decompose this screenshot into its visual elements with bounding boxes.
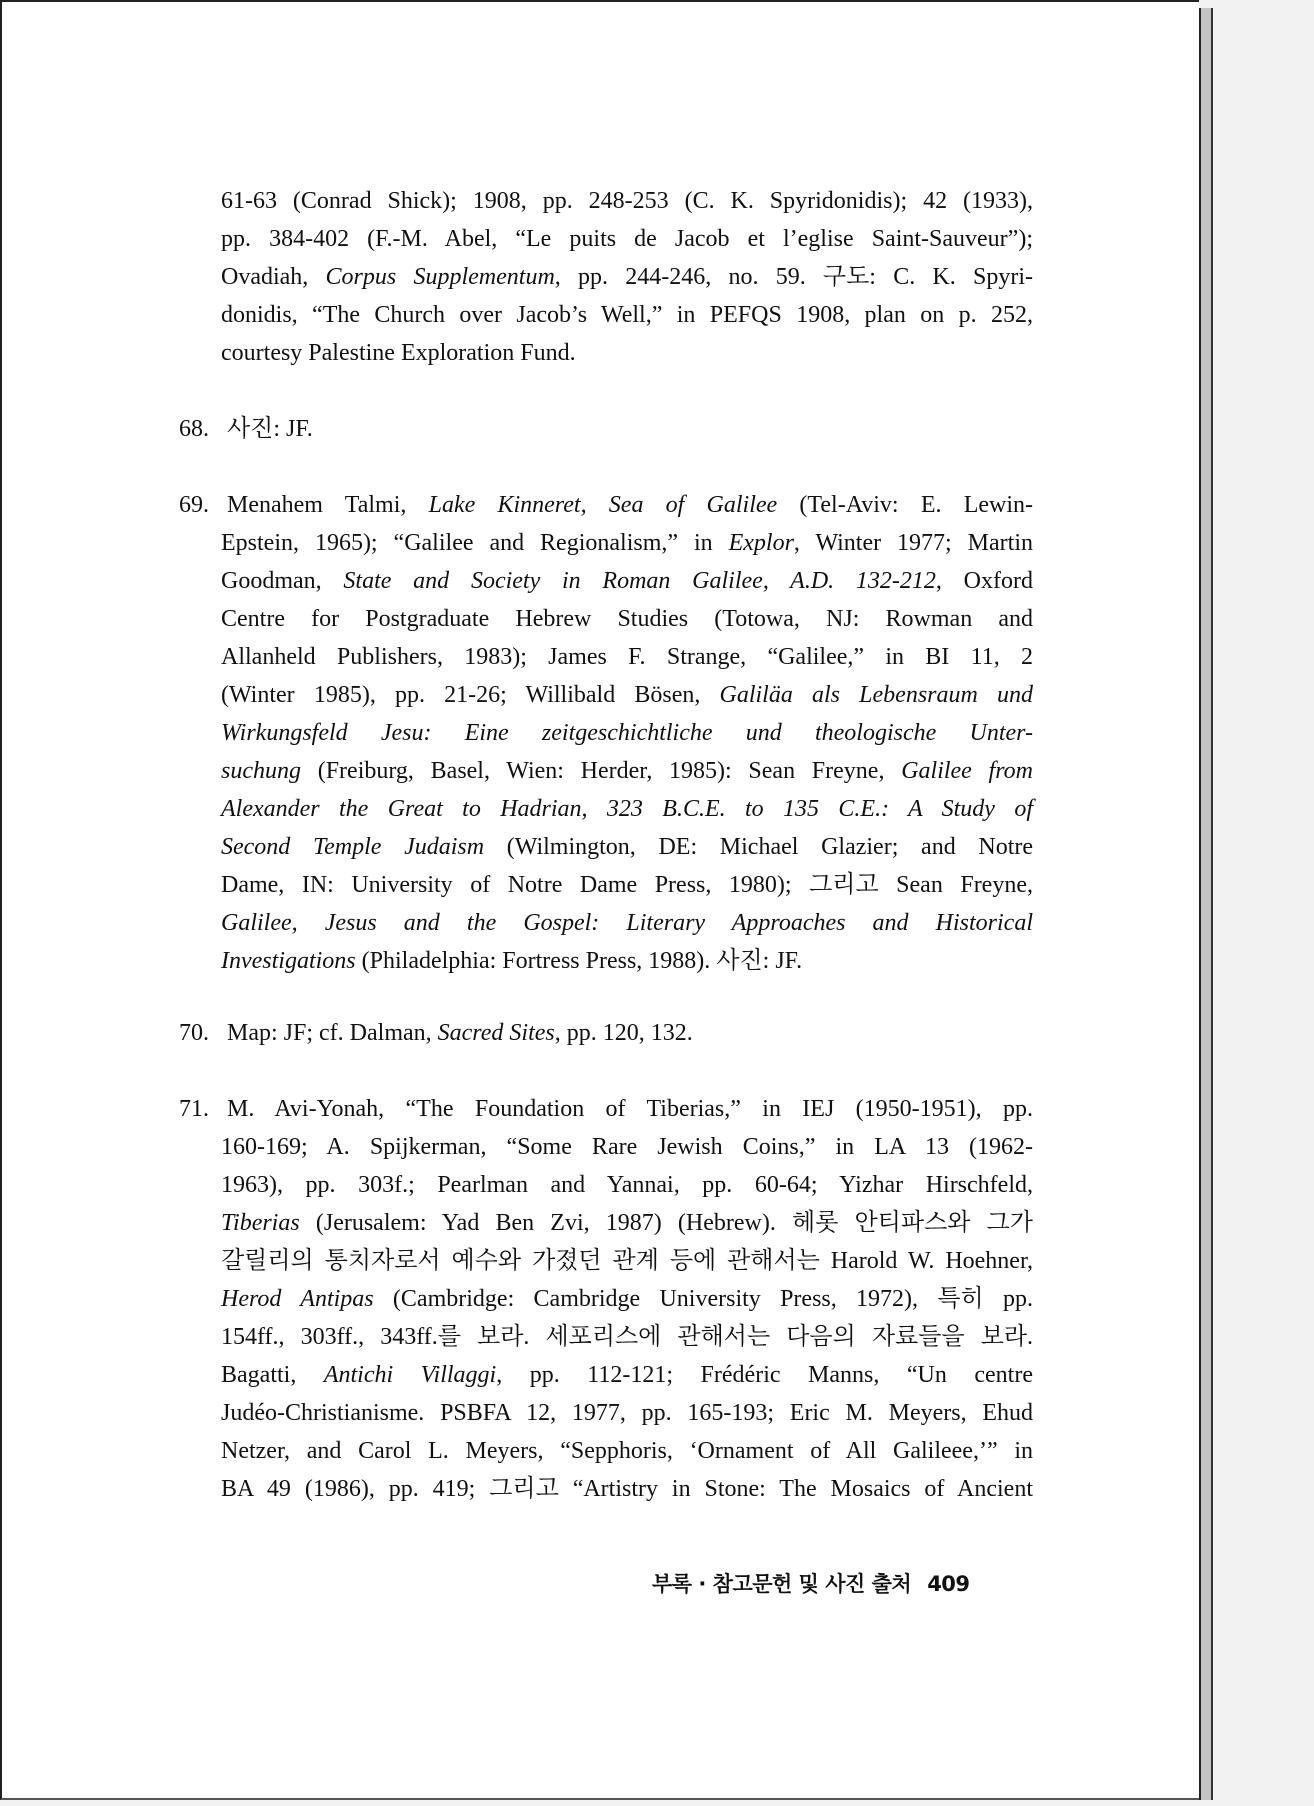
text-line: [221, 714, 1033, 752]
italic-title: Sacred Sites: [437, 1020, 555, 1046]
text-segment: 160-169; A. Spijkerman, “Some Rare Jewish Coins,” in LA 13 (1962-: [221, 1134, 1033, 1160]
text-line: [221, 524, 1033, 562]
italic-title: State and Society in Roman Galilee, A.D. 132-212: [343, 568, 936, 594]
italic-title: suchung: [221, 758, 301, 784]
text-segment: Bagatti,: [221, 1362, 324, 1388]
text-segment: (Jerusalem: Yad Ben Zvi, 1987) (Hebrew). 헤롯 안티파스와 그가: [299, 1210, 1033, 1236]
text-line: [221, 1090, 1033, 1128]
text-segment: pp. 384-402 (F.-M. Abel, “Le puits de Jacob et l’eglise Saint-Sauveur”);: [221, 226, 1033, 252]
italic-title: Tiberias: [221, 1210, 300, 1236]
page-number: 409: [927, 1572, 970, 1596]
endnote: [221, 182, 1033, 372]
endnote: [179, 1090, 1033, 1508]
text-line: [221, 600, 1033, 638]
italic-title: Second Temple Judaism: [221, 834, 485, 860]
text-line: [221, 296, 1033, 334]
text-line: [221, 1280, 1033, 1318]
italic-title: Wirkungsfeld Jesu: Eine zeitgeschichtliche und theologische Unter-: [221, 720, 1033, 746]
endnote: [179, 486, 1033, 980]
text-segment: Ovadiah,: [221, 264, 326, 290]
text-line: [221, 638, 1033, 676]
text-line: [221, 1014, 1033, 1052]
text-line: [221, 258, 1033, 296]
italic-title: Galiläa als Lebensraum und: [719, 682, 1033, 708]
text-line: [221, 1356, 1033, 1394]
text-line: [221, 486, 1033, 524]
text-line: [221, 1128, 1033, 1166]
page-edge: [1199, 8, 1213, 1800]
text-segment: (Philadelphia: Fortress Press, 1988). 사진: JF.: [355, 948, 803, 974]
text-segment: Allanheld Publishers, 1983); James F. Strange, “Galilee,” in BI 11, 2: [221, 644, 1033, 670]
endnote: [179, 410, 1033, 448]
italic-title: Antichi Villaggi: [323, 1362, 497, 1388]
text-segment: courtesy Palestine Exploration Fund.: [221, 340, 576, 366]
text-line: [221, 1204, 1033, 1242]
page-footer: [652, 1568, 970, 1598]
endnote-number: 71.: [179, 1096, 209, 1122]
text-segment: , Oxford: [935, 568, 1033, 594]
text-segment: M. Avi-Yonah, “The Foundation of Tiberias,” in IEJ (1950-1951), pp.: [227, 1096, 1033, 1122]
endnote-number: 70.: [179, 1020, 209, 1046]
text-segment: (Wilmington, DE: Michael Glazier; and Notre: [484, 834, 1033, 860]
text-line: [221, 1166, 1033, 1204]
italic-title: Corpus Supplementum: [325, 264, 555, 290]
text-segment: 갈릴리의 통치자로서 예수와 가졌던 관계 등에 관해서는 Harold W. Hoehner,: [221, 1248, 1033, 1274]
text-line: [221, 752, 1033, 790]
text-line: [221, 220, 1033, 258]
text-line: [221, 1242, 1033, 1280]
text-line: [221, 334, 1033, 372]
text-line: [221, 1470, 1033, 1508]
text-segment: Dame, IN: University of Notre Dame Press, 1980); 그리고 Sean Freyne,: [221, 872, 1033, 898]
text-segment: Map: JF; cf. Dalman,: [227, 1020, 438, 1046]
text-segment: Centre for Postgraduate Hebrew Studies (Totowa, NJ: Rowman and: [221, 606, 1033, 632]
italic-title: Explor: [728, 530, 794, 556]
italic-title: Lake Kinneret, Sea of Galilee: [428, 492, 778, 518]
italic-title: Galilee, Jesus and the Gospel: Literary Approaches and Historical: [221, 910, 1033, 936]
text-segment: 154ff., 303ff., 343ff.를 보라. 세포리스에 관해서는 다음의 자료들을 보라.: [221, 1324, 1033, 1350]
text-segment: 61-63 (Conrad Shick); 1908, pp. 248-253 (C. K. Spyridonidis); 42 (1933),: [221, 188, 1033, 214]
italic-title: Alexander the Great to Hadrian, 323 B.C.E. to 135 C.E.: A Study of: [221, 796, 1033, 822]
text-segment: BA 49 (1986), pp. 419; 그리고 “Artistry in Stone: The Mosaics of Ancient: [221, 1476, 1033, 1502]
running-title: 부록 · 참고문헌 및 사진 출처: [652, 1572, 912, 1596]
text-segment: , Winter 1977; Martin: [793, 530, 1033, 556]
text-segment: donidis, “The Church over Jacob’s Well,” in PEFQS 1908, plan on p. 252,: [221, 302, 1033, 328]
endnote: [179, 1014, 1033, 1052]
text-segment: Epstein, 1965); “Galilee and Regionalism,” in: [221, 530, 729, 556]
text-line: [221, 866, 1033, 904]
text-segment: (Cambridge: Cambridge University Press, 1972), 특히 pp.: [373, 1286, 1033, 1312]
text-segment: Goodman,: [221, 568, 344, 594]
text-line: [221, 410, 1033, 448]
text-line: [221, 1432, 1033, 1470]
text-segment: Judéo-Christianisme. PSBFA 12, 1977, pp. 165-193; Eric M. Meyers, Ehud: [221, 1400, 1033, 1426]
text-segment: Menahem Talmi,: [227, 492, 429, 518]
italic-title: Investigations: [221, 948, 356, 974]
text-segment: 1963), pp. 303f.; Pearlman and Yannai, pp. 60-64; Yizhar Hirschfeld,: [221, 1172, 1033, 1198]
text-line: [221, 1394, 1033, 1432]
text-segment: , pp. 120, 132.: [554, 1020, 693, 1046]
text-line: [221, 942, 1033, 980]
text-line: [221, 828, 1033, 866]
text-segment: (Winter 1985), pp. 21-26; Willibald Bösen,: [221, 682, 720, 708]
text-segment: (Freiburg, Basel, Wien: Herder, 1985): Sean Freyne,: [301, 758, 902, 784]
text-segment: (Tel-Aviv: E. Lewin-: [777, 492, 1033, 518]
text-segment: Netzer, and Carol L. Meyers, “Sepphoris, ‘Ornament of All Galileee,’” in: [221, 1438, 1033, 1464]
italic-title: Herod Antipas: [221, 1286, 374, 1312]
text-line: [221, 790, 1033, 828]
text-line: [221, 182, 1033, 220]
italic-title: Galilee from: [901, 758, 1033, 784]
text-segment: , pp. 112-121; Frédéric Manns, “Un centre: [496, 1362, 1033, 1388]
text-line: [221, 562, 1033, 600]
endnote-number: 69.: [179, 492, 209, 518]
text-segment: , pp. 244-246, no. 59. 구도: C. K. Spyri-: [554, 264, 1033, 290]
text-line: [221, 904, 1033, 942]
text-segment: 사진: JF.: [227, 416, 313, 442]
endnote-number: 68.: [179, 416, 209, 442]
text-line: [221, 1318, 1033, 1356]
text-line: [221, 676, 1033, 714]
